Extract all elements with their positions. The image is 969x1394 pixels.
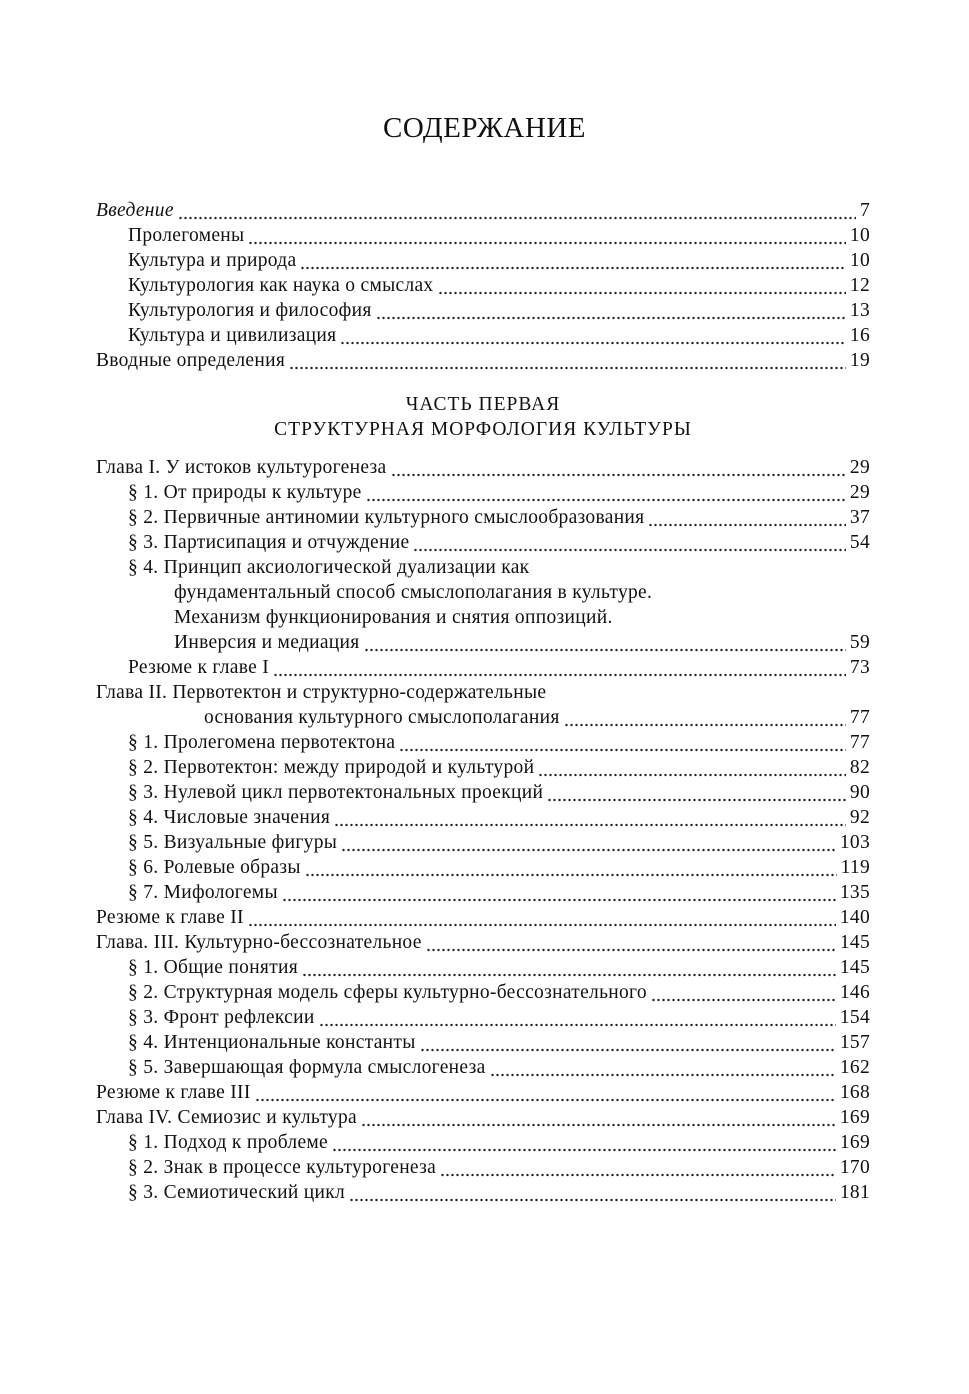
toc-entry-title: Культура и цивилизация bbox=[128, 325, 337, 346]
toc-page-number: 77 bbox=[849, 707, 870, 728]
toc-entry-title: Резюме к главе III bbox=[96, 1082, 251, 1103]
dot-leader bbox=[255, 1080, 836, 1105]
dot-leader bbox=[282, 880, 836, 905]
toc-page-number: 92 bbox=[849, 807, 870, 828]
toc-entry bbox=[96, 1155, 870, 1180]
toc-entry bbox=[96, 880, 870, 905]
dot-leader bbox=[289, 348, 846, 373]
toc-main bbox=[96, 455, 870, 1205]
part-label: ЧАСТЬ ПЕРВАЯ bbox=[405, 394, 561, 415]
toc-page-number: 154 bbox=[839, 1007, 870, 1028]
toc-page-number: 140 bbox=[839, 907, 870, 928]
toc-page-number: 19 bbox=[849, 350, 870, 371]
toc-entry-title: § 3. Фронт рефлексии bbox=[128, 1007, 315, 1028]
toc-entry-title: Глава II. Первотектон и структурно-содержательные bbox=[96, 682, 547, 703]
toc-entry-title: Культурология как наука о смыслах bbox=[128, 275, 434, 296]
dot-leader bbox=[341, 830, 836, 855]
dot-leader bbox=[302, 955, 836, 980]
toc-page-number: 10 bbox=[849, 250, 870, 271]
toc-entry bbox=[96, 480, 870, 505]
dot-leader bbox=[332, 1130, 836, 1155]
toc-page-number: 146 bbox=[839, 982, 870, 1003]
toc-entry bbox=[96, 655, 870, 680]
dot-leader bbox=[361, 1105, 836, 1130]
toc-entry-title: Глава. III. Культурно-бессознательное bbox=[96, 932, 422, 953]
toc-entry bbox=[96, 1180, 870, 1205]
toc-page-number: 12 bbox=[849, 275, 870, 296]
toc-entry bbox=[96, 505, 870, 530]
dot-leader bbox=[651, 980, 836, 1005]
toc-entry-title: Вводные определения bbox=[96, 350, 286, 371]
toc-entry bbox=[96, 455, 870, 480]
toc-entry-title: Культурология и философия bbox=[128, 300, 372, 321]
toc-entry-title: Глава I. У истоков культурогенеза bbox=[96, 457, 387, 478]
toc-entry bbox=[96, 1030, 870, 1055]
toc-entry bbox=[96, 273, 870, 298]
toc-page-number: 169 bbox=[839, 1132, 870, 1153]
toc-entry-title: § 2. Первичные антиномии культурного смыслообразования bbox=[128, 507, 645, 528]
toc-entry bbox=[96, 580, 870, 605]
dot-leader bbox=[420, 1030, 836, 1055]
toc-entry-title: § 4. Интенциональные константы bbox=[128, 1032, 416, 1053]
page-title: СОДЕРЖАНИЕ bbox=[383, 112, 586, 144]
dot-leader bbox=[438, 273, 846, 298]
toc-entry-title: Резюме к главе I bbox=[128, 657, 270, 678]
dot-leader bbox=[648, 505, 845, 530]
toc-entry-title: Глава IV. Семиозис и культура bbox=[96, 1107, 357, 1128]
toc-entry bbox=[96, 348, 870, 373]
dot-leader bbox=[426, 930, 836, 955]
toc-entry-title: § 5. Визуальные фигуры bbox=[128, 832, 338, 853]
dot-leader bbox=[300, 248, 845, 273]
toc-entry bbox=[96, 930, 870, 955]
toc-entry-title: Механизм функционирования и снятия оппозиций. bbox=[174, 607, 613, 628]
dot-leader bbox=[547, 780, 846, 805]
dot-leader bbox=[305, 855, 837, 880]
dot-leader bbox=[248, 905, 836, 930]
dot-leader bbox=[248, 223, 845, 248]
toc-entry-title: § 3. Семиотический цикл bbox=[128, 1182, 346, 1203]
dot-leader bbox=[440, 1155, 836, 1180]
toc-entry-title: § 1. Общие понятия bbox=[128, 957, 299, 978]
toc-entry-title: § 6. Ролевые образы bbox=[128, 857, 301, 878]
toc-page-number: 135 bbox=[839, 882, 870, 903]
toc-entry bbox=[96, 223, 870, 248]
toc-entry bbox=[96, 1105, 870, 1130]
toc-entry bbox=[96, 248, 870, 273]
dot-leader bbox=[399, 730, 846, 755]
toc-page-number: 10 bbox=[849, 225, 870, 246]
toc-entry bbox=[96, 1005, 870, 1030]
part-heading bbox=[96, 392, 870, 442]
toc-entry bbox=[96, 905, 870, 930]
toc-page-number: 54 bbox=[849, 532, 870, 553]
toc-entry bbox=[96, 680, 870, 705]
toc-entry-title: § 1. Подход к проблеме bbox=[128, 1132, 329, 1153]
toc-page-number: 90 bbox=[849, 782, 870, 803]
toc-page-number: 162 bbox=[839, 1057, 870, 1078]
toc-entry-title: Культура и природа bbox=[128, 250, 297, 271]
dot-leader bbox=[538, 755, 846, 780]
toc-entry-title: § 3. Партисипация и отчуждение bbox=[128, 532, 410, 553]
toc-entry bbox=[96, 323, 870, 348]
toc-entry-title: § 1. Пролегомена первотектона bbox=[128, 732, 396, 753]
dot-leader bbox=[490, 1055, 836, 1080]
toc-entry bbox=[96, 630, 870, 655]
toc-entry-title: § 4. Принцип аксиологической дуализации как bbox=[128, 557, 530, 578]
toc-page-number: 77 bbox=[849, 732, 870, 753]
toc-page-number: 169 bbox=[839, 1107, 870, 1128]
toc-entry-title: § 1. От природы к культуре bbox=[128, 482, 362, 503]
toc-entry-title: § 3. Нулевой цикл первотектональных проекций bbox=[128, 782, 544, 803]
toc-entry-title: § 4. Числовые значения bbox=[128, 807, 331, 828]
dot-leader bbox=[391, 455, 846, 480]
toc-entry-title: Введение bbox=[96, 200, 174, 221]
toc-entry-title: фундаментальный способ смыслополагания в культуре. bbox=[174, 582, 653, 603]
toc-entry bbox=[96, 1130, 870, 1155]
dot-leader bbox=[340, 323, 845, 348]
dot-leader bbox=[178, 198, 856, 223]
toc-page-number: 170 bbox=[839, 1157, 870, 1178]
toc-page-number: 29 bbox=[849, 457, 870, 478]
toc-entry bbox=[96, 805, 870, 830]
dot-leader bbox=[334, 805, 846, 830]
toc-page-number: 13 bbox=[849, 300, 870, 321]
dot-leader bbox=[364, 630, 846, 655]
toc-entry-title: Инверсия и медиация bbox=[174, 632, 360, 653]
toc-entry bbox=[96, 955, 870, 980]
toc-entry-title: Резюме к главе II bbox=[96, 907, 244, 928]
toc-page-number: 37 bbox=[849, 507, 870, 528]
toc-entry bbox=[96, 605, 870, 630]
dot-leader bbox=[376, 298, 846, 323]
toc-page-number: 82 bbox=[849, 757, 870, 778]
toc-entry-title: Пролегомены bbox=[128, 225, 245, 246]
part-name: СТРУКТУРНАЯ МОРФОЛОГИЯ КУЛЬТУРЫ bbox=[274, 419, 692, 440]
toc-entry bbox=[96, 1055, 870, 1080]
toc-entry-title: § 2. Первотектон: между природой и культурой bbox=[128, 757, 535, 778]
toc-entry bbox=[96, 855, 870, 880]
dot-leader bbox=[273, 655, 846, 680]
toc-entry bbox=[96, 198, 870, 223]
toc-entry-title: основания культурного смыслополагания bbox=[204, 707, 560, 728]
toc-page-number: 145 bbox=[839, 932, 870, 953]
toc-page-number: 157 bbox=[839, 1032, 870, 1053]
dot-leader bbox=[366, 480, 846, 505]
toc-entry bbox=[96, 830, 870, 855]
toc-page-number: 16 bbox=[849, 325, 870, 346]
dot-leader bbox=[349, 1180, 836, 1205]
toc-entry bbox=[96, 730, 870, 755]
toc-entry bbox=[96, 705, 870, 730]
toc-entry-title: § 2. Знак в процессе культурогенеза bbox=[128, 1157, 437, 1178]
toc-page-number: 7 bbox=[859, 200, 870, 221]
toc-entry bbox=[96, 1080, 870, 1105]
dot-leader bbox=[413, 530, 845, 555]
toc-page-number: 73 bbox=[849, 657, 870, 678]
toc-page-number: 103 bbox=[839, 832, 870, 853]
toc-entry bbox=[96, 555, 870, 580]
toc-page-number: 29 bbox=[849, 482, 870, 503]
dot-leader bbox=[564, 705, 846, 730]
toc-entry bbox=[96, 530, 870, 555]
toc-page-number: 59 bbox=[849, 632, 870, 653]
toc-page-number: 145 bbox=[839, 957, 870, 978]
toc-entry bbox=[96, 780, 870, 805]
toc-intro bbox=[96, 198, 870, 373]
toc-entry-title: § 2. Структурная модель сферы культурно-бессознательного bbox=[128, 982, 647, 1003]
toc-entry bbox=[96, 755, 870, 780]
toc-entry-title: § 5. Завершающая формула смыслогенеза bbox=[128, 1057, 486, 1078]
toc-entry bbox=[96, 980, 870, 1005]
toc-entry bbox=[96, 298, 870, 323]
dot-leader bbox=[319, 1005, 836, 1030]
toc-page-number: 168 bbox=[839, 1082, 870, 1103]
toc-page-number: 181 bbox=[839, 1182, 870, 1203]
toc-entry-title: § 7. Мифологемы bbox=[128, 882, 278, 903]
toc-page-number: 119 bbox=[840, 857, 870, 878]
